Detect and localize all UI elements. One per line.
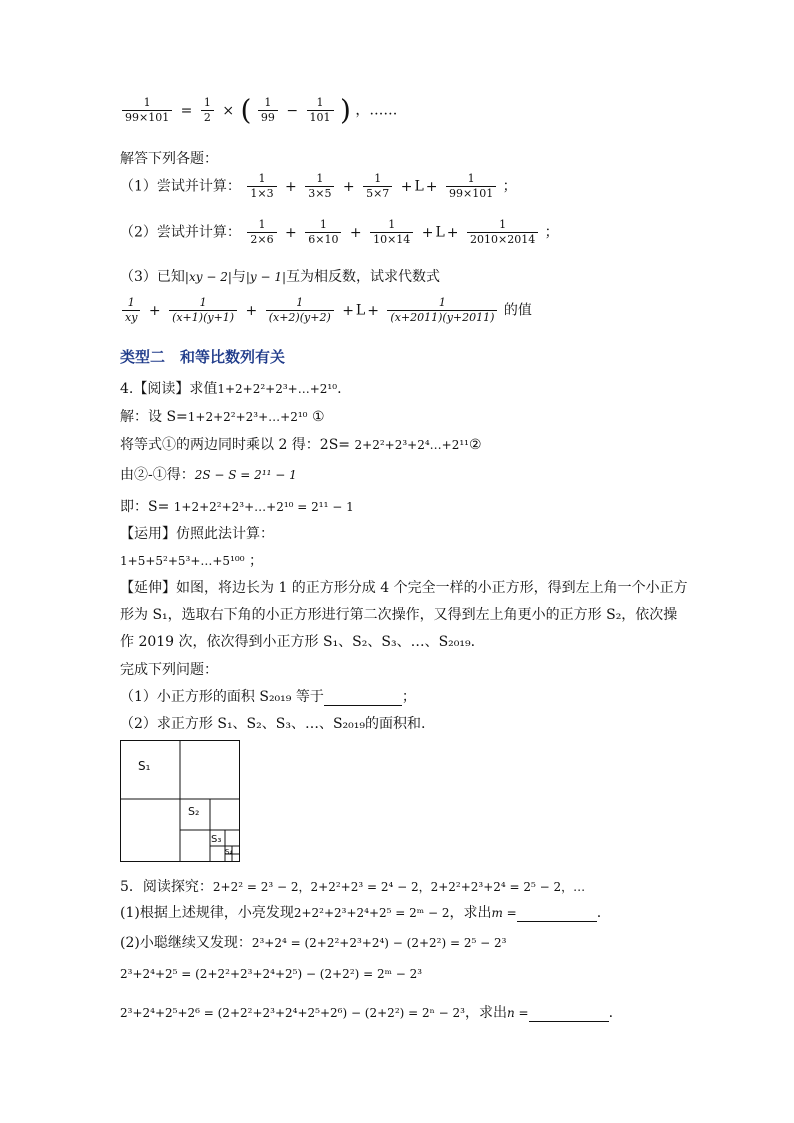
problem-5-q2: (2)小聪继续又发现：2³+2⁴ = (2+2²+2³+2⁴) − (2+2²) = 2⁵ − 2³ — [120, 935, 507, 951]
problem-4-multiply: 将等式①的两边同时乘以 2 得：2S= 2+2²+2³+2⁴…+2¹¹② — [120, 437, 482, 453]
problem-4-extend-line1: 【延伸】如图，将边长为 1 的正方形分成 4 个完全一样的小正方形，得到左上角一个小正方 — [120, 580, 688, 596]
problem-4-apply: 【运用】仿照此法计算： — [120, 526, 274, 542]
problem-4-result: 即：S= 1+2+2²+2³+…+2¹⁰ = 2¹¹ − 1 — [120, 499, 354, 515]
answer-blank-m[interactable] — [517, 907, 597, 922]
problem-5-q1: (1)根据上述规律，小亮发现2+2²+2³+2⁴+2⁵ = 2ᵐ − 2，求出m = . — [120, 905, 602, 921]
intro-formula: $\frac{1}{99\times 101}$ = $\frac{1}{2}$ × ( $\frac{1}{99}$ − $\frac{1}{101}$ ) ，…… — [120, 96, 397, 125]
problem-4-sub2: （2）求正方形 S₁、S₂、S₃、…、S₂₀₁₉的面积和. — [120, 716, 426, 732]
fraction: $\frac{1}{10\times 14}$ — [370, 218, 413, 247]
fraction: $\frac{1}{99}$ — [258, 96, 278, 125]
question-2: （2）尝试并计算： $\frac{1}{2\times 6}$ + $\frac{1}{6\times 10}$ + $\frac{1}{10\times 14}$ + L + $\frac{1}{2010\times 2014}$ ； — [120, 218, 559, 246]
square-label-s2: S₂ — [188, 805, 200, 818]
square-label-s4: S₄ — [225, 848, 233, 856]
fraction: $\frac{1}{xy}$ — [122, 296, 140, 325]
problem-5-head: 5．阅读探究：2+2² = 2³ − 2，2+2²+2³ = 2⁴ − 2，2+2²+2³+2⁴ = 2⁵ − 2，… — [120, 879, 586, 895]
fraction: $\frac{1}{6\times 10}$ — [305, 218, 341, 247]
question-3-expression: $\frac{1}{xy}$ + $\frac{1}{(x+1)(y+1)}$ + $\frac{1}{(x+2)(y+2)}$ + L + $\frac{1}{(x+2011)(y+2011)}$ 的值 — [120, 296, 532, 325]
problem-4-extend-line3: 作 2019 次，依次得到小正方形 S₁、S₂、S₃、…、S₂₀₁₉. — [120, 634, 476, 650]
nested-squares-figure — [120, 740, 240, 862]
question-1: （1）尝试并计算： $\frac{1}{1\times 3}$ + $\frac{1}{3\times 5}$ + $\frac{1}{5\times 7}$ + L + $\frac{1}{99\times 101}$ ； — [120, 172, 517, 200]
fraction: $\frac{1}{2}$ — [201, 96, 214, 125]
square-label-s3: S₃ — [211, 834, 222, 845]
square-label-s1: S₁ — [138, 759, 151, 773]
answer-blank-n[interactable] — [529, 1007, 609, 1022]
problem-5-line2: 2³+2⁴+2⁵ = (2+2²+2³+2⁴+2⁵) − (2+2²) = 2ᵐ − 2³ — [120, 967, 423, 981]
question-3: （3）已知|xy − 2|与|y − 1|互为相反数，试求代数式 — [120, 269, 441, 285]
problem-4-extend-line2: 形为 S₁，选取右下角的小正方形进行第二次操作，又得到左上角更小的正方形 S₂，依次操 — [120, 607, 678, 623]
fraction: $\frac{1}{3\times 5}$ — [305, 172, 334, 201]
fraction: $\frac{1}{99\times 101}$ — [446, 172, 496, 201]
answer-blank[interactable] — [324, 691, 402, 706]
answer-prompt: 解答下列各题： — [120, 151, 218, 167]
fraction: $\frac{1}{101}$ — [307, 96, 334, 125]
fraction: $\frac{1}{2010\times 2014}$ — [467, 218, 538, 247]
problem-4-complete: 完成下列问题： — [120, 662, 218, 678]
problem-4-sub1: （1）小正方形的面积 S₂₀₁₉ 等于 ； — [120, 689, 416, 705]
fraction: $\frac{1}{(x+2)(y+2)}$ — [266, 296, 334, 325]
fraction: $\frac{1}{(x+1)(y+1)}$ — [169, 296, 237, 325]
fraction: $\frac{1}{99\times 101}$ — [122, 96, 172, 125]
problem-5-line3: 2³+2⁴+2⁵+2⁶ = (2+2²+2³+2⁴+2⁵+2⁶) − (2+2²) = 2ⁿ − 2³，求出n = . — [120, 1005, 614, 1021]
problem-4-read: 4.【阅读】求值1+2+2²+2³+…+2¹⁰. — [120, 381, 342, 397]
section-heading: 类型二 和等比数列有关 — [120, 348, 286, 366]
fraction: $\frac{1}{(x+2011)(y+2011)}$ — [387, 296, 497, 325]
problem-4-apply-expr: 1+5+5²+5³+…+5¹⁰⁰ ； — [120, 553, 263, 569]
fraction: $\frac{1}{1\times 3}$ — [247, 172, 276, 201]
fraction: $\frac{1}{2\times 6}$ — [247, 218, 276, 247]
problem-4-subtract: 由②-①得：2S − S = 2¹¹ − 1 — [120, 467, 297, 483]
problem-4-solution: 解：设 S=1+2+2²+2³+…+2¹⁰ ① — [120, 409, 325, 425]
fraction: $\frac{1}{5\times 7}$ — [363, 172, 392, 201]
